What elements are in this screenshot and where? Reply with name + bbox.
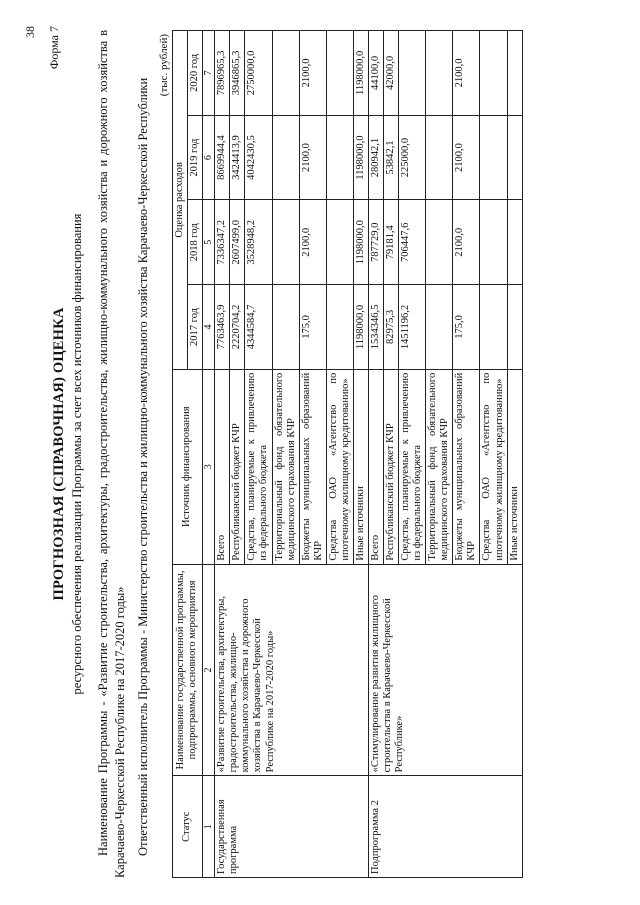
value-cell [507, 31, 522, 116]
value-cell: 1198000,0 [353, 115, 368, 200]
value-cell [480, 200, 507, 285]
value-cell [426, 31, 453, 116]
value-cell: 8669944,4 [215, 115, 230, 200]
value-cell: 2100,0 [299, 200, 326, 285]
value-cell: 2220704,2 [230, 285, 245, 370]
value-cell [326, 200, 353, 285]
program-name-cell: «Развитие строительства, архитектуры, градостроительства, жилищно-коммунального хозяйства и дорожного хозяйства в Карачаево-Черкесской Республике на 2017-2020 годы» [215, 564, 369, 776]
funding-table [172, 30, 523, 878]
index-cell: 2 [202, 564, 215, 776]
index-cell: 1 [202, 776, 215, 878]
value-cell: 4344584,7 [245, 285, 272, 370]
value-cell: 2100,0 [299, 31, 326, 116]
value-cell: 2100,0 [299, 115, 326, 200]
value-cell [507, 200, 522, 285]
value-cell: 7763463,9 [215, 285, 230, 370]
source-cell: Республиканский бюджет КЧР [230, 369, 245, 564]
value-cell: 706447,6 [399, 200, 426, 285]
value-cell: 1451196,2 [399, 285, 426, 370]
value-cell: 7336347,2 [215, 200, 230, 285]
value-cell [326, 31, 353, 116]
source-cell: Средства ОАО «Агентство по ипотечному жилищному кредитованию» [480, 369, 507, 564]
source-cell: Иные источники [353, 369, 368, 564]
status-cell: Подпрограмма 2 [368, 776, 522, 878]
source-cell: Территориальный фонд обязательного медицинского страхования КЧР [426, 369, 453, 564]
header-year: 2017 год [187, 285, 202, 370]
value-cell: 2750000,0 [245, 31, 272, 116]
value-cell: 53842,1 [384, 115, 399, 200]
value-cell: 1534346,5 [368, 285, 383, 370]
value-cell: 44100,0 [368, 31, 383, 116]
value-cell: 42000,0 [384, 31, 399, 116]
source-cell: Бюджеты муниципальных образований КЧР [299, 369, 326, 564]
status-cell: Государственная программа [215, 776, 369, 878]
value-cell [426, 285, 453, 370]
table-body [215, 31, 522, 878]
source-cell: Средства ОАО «Агентство по ипотечному жилищному кредитованию» [326, 369, 353, 564]
value-cell: 3424413,9 [230, 115, 245, 200]
header-year: 2019 год [187, 115, 202, 200]
source-cell: Всего [368, 369, 383, 564]
value-cell [399, 31, 426, 116]
value-cell: 82975,3 [384, 285, 399, 370]
source-cell: Республиканский бюджет КЧР [384, 369, 399, 564]
value-cell: 2100,0 [453, 200, 480, 285]
index-cell: 7 [202, 31, 215, 116]
content-block [43, 30, 628, 878]
program-name: Наименование Программы - «Развитие строительства, архитектуры, градостроительства, жилищно-коммунального хозяйства и дорожного хозяйства в Карачаево-Черкесской Республике на 2017-2020 годы» [96, 30, 127, 878]
program-meta [95, 30, 152, 878]
header-estimate: Оценка расходов [172, 31, 187, 370]
value-cell [326, 115, 353, 200]
header-year: 2020 год [187, 31, 202, 116]
value-cell: 3528948,2 [245, 200, 272, 285]
source-cell: Иные источники [507, 369, 522, 564]
value-cell: 3946865,3 [230, 31, 245, 116]
form-label: Форма 7 [47, 26, 61, 70]
document-title: ПРОГНОЗНАЯ (СПРАВОЧНАЯ) ОЦЕНКА [51, 307, 67, 601]
source-cell: Бюджеты муниципальных образований КЧР [453, 369, 480, 564]
header-year: 2018 год [187, 200, 202, 285]
header-name: Наименование государственной программы, подпрограммы, основного мероприятия [172, 564, 202, 776]
index-cell: 6 [202, 115, 215, 200]
value-cell: 175,0 [299, 285, 326, 370]
value-cell [480, 285, 507, 370]
source-cell: Средства, планируемые к привлечению из федерального бюджета [399, 369, 426, 564]
index-cell: 5 [202, 200, 215, 285]
value-cell: 280942,1 [368, 115, 383, 200]
value-cell [272, 115, 299, 200]
value-cell: 787729,0 [368, 200, 383, 285]
units-label: (тыс. рублей) [157, 34, 170, 97]
page-number: 38 [23, 26, 37, 38]
value-cell: 7896965,3 [215, 31, 230, 116]
program-name-cell: «Стимулирование развития жилищного строительства в Карачаево-Черкесской Республике» [368, 564, 522, 776]
value-cell: 2100,0 [453, 31, 480, 116]
index-row [202, 31, 215, 878]
value-cell [507, 285, 522, 370]
index-cell: 3 [202, 369, 215, 564]
header-status: Статус [172, 776, 202, 878]
value-cell: 1198000,0 [353, 285, 368, 370]
value-cell: 2607499,0 [230, 200, 245, 285]
source-cell: Всего [215, 369, 230, 564]
value-cell: 79181,4 [384, 200, 399, 285]
source-cell: Средства, планируемые к привлечению из федерального бюджета [245, 369, 272, 564]
value-cell [272, 200, 299, 285]
header-source: Источник финансирования [172, 369, 202, 564]
value-cell: 1198000,0 [353, 31, 368, 116]
value-cell [272, 285, 299, 370]
document-subtitle: ресурсного обеспечения реализации Программы за счет всех источников финансирования [70, 213, 84, 695]
program-executor: Ответственный исполнитель Программы - Министерство строительства и жилищно-коммунального хозяйства Карачаево-Черкесской Республики [135, 77, 150, 856]
value-cell [426, 115, 453, 200]
table-row [368, 31, 383, 878]
value-cell: 225000,0 [399, 115, 426, 200]
value-cell [480, 115, 507, 200]
source-cell: Территориальный фонд обязательного медицинского страхования КЧР [272, 369, 299, 564]
value-cell [426, 200, 453, 285]
value-cell [507, 115, 522, 200]
value-cell: 4042430,5 [245, 115, 272, 200]
value-cell: 1198000,0 [353, 200, 368, 285]
table-row [215, 31, 230, 878]
value-cell [480, 31, 507, 116]
value-cell: 175,0 [453, 285, 480, 370]
index-cell: 4 [202, 285, 215, 370]
value-cell [326, 285, 353, 370]
value-cell [272, 31, 299, 116]
value-cell: 2100,0 [453, 115, 480, 200]
